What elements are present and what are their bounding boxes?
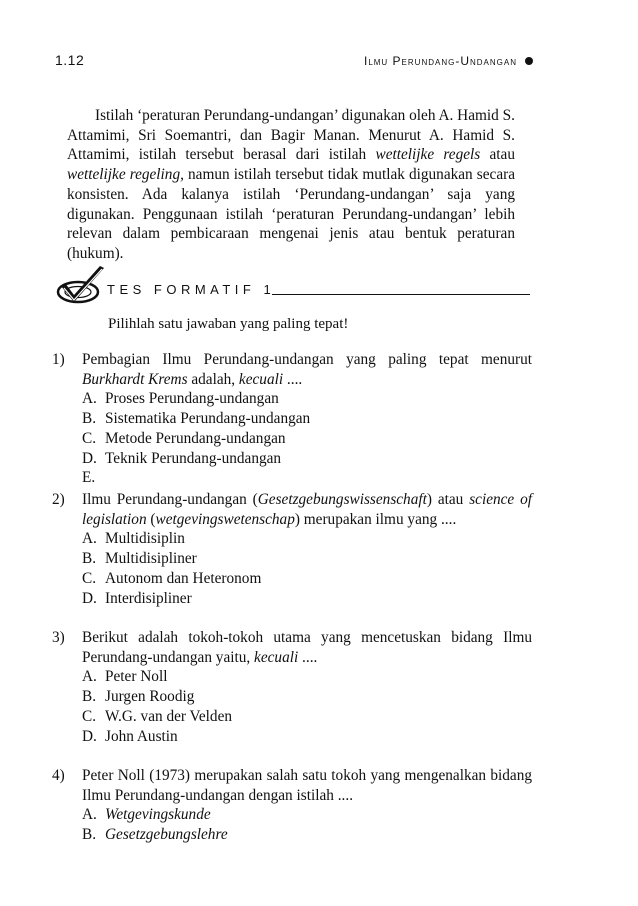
question-text (82, 350, 532, 389)
option-d[interactable] (82, 589, 532, 609)
question-text (82, 490, 532, 529)
question-text-part: Ilmu Perundang-undangan ( (82, 491, 258, 508)
question-term: kecuali (254, 648, 299, 666)
option-d[interactable] (82, 727, 532, 747)
question-number: 3) (52, 629, 65, 646)
question-text-part: adalah, (187, 370, 239, 388)
option-text: W.G. van der Velden (105, 707, 233, 725)
option-a[interactable] (82, 805, 532, 825)
question-text (82, 628, 532, 667)
test-title: TES FORMATIF 1 (107, 282, 276, 297)
question-1 (52, 350, 532, 488)
option-text: Autonom dan Heteronom (105, 569, 262, 587)
option-text: Multidisipliner (105, 550, 197, 568)
question-text-part: .... (283, 370, 303, 388)
option-letter: A. (82, 390, 97, 408)
option-b[interactable] (82, 549, 532, 569)
option-c[interactable] (82, 569, 532, 589)
option-letter: B. (82, 826, 97, 844)
option-d[interactable] (82, 449, 532, 469)
intro-text: namun istilah tersebut tidak mutlak digunakan secara konsisten. Ada kalanya istilah ‘Perundang-undangan’ saja yang digunakan. Penggunaan istilah ‘peraturan Perundang-undangan’ lebih relevan dalam pembicaraan mengenai jenis atau bentuk peraturan (hukum). (67, 166, 515, 262)
option-a[interactable] (82, 389, 532, 409)
question-4 (52, 766, 532, 845)
question-term: science of legislation (82, 491, 532, 528)
option-c[interactable] (82, 429, 532, 449)
option-text: Multidisiplin (105, 530, 185, 548)
option-text: Interdisipliner (105, 589, 192, 607)
question-term: kecuali (238, 370, 284, 388)
question-term: Gesetzgebungswissenschaft (257, 491, 427, 508)
question-text-part: .... (298, 648, 318, 666)
option-letter: B. (82, 550, 97, 568)
option-text: Peter Noll (105, 668, 168, 686)
intro-paragraph (67, 106, 515, 264)
intro-text: atau (480, 146, 515, 164)
option-letter: C. (82, 707, 97, 725)
running-title: Ilmu Perundang-Undangan (363, 54, 517, 68)
question-2 (52, 490, 532, 608)
option-letter: C. (82, 569, 97, 587)
question-text-part: ( (146, 510, 156, 528)
option-text: Wetgevingskunde (105, 806, 211, 824)
option-letter: E. (82, 469, 96, 487)
option-text: Gesetzgebungslehre (105, 826, 228, 844)
option-letter: D. (82, 727, 97, 745)
checkmark-icon (52, 262, 108, 308)
option-text: John Austin (105, 727, 178, 745)
option-text: Proses Perundang-undangan (105, 390, 279, 408)
option-letter: A. (82, 668, 97, 686)
question-text-part: Pembagian Ilmu Perundang-undangan yang paling tepat menurut (82, 351, 532, 368)
option-letter: A. (82, 530, 97, 548)
test-instruction: Pilihlah satu jawaban yang paling tepat! (108, 316, 349, 332)
option-letter: B. (82, 410, 97, 428)
option-text: Sistematika Perundang-undangan (105, 410, 311, 428)
option-letter: C. (82, 429, 97, 447)
option-text: Metode Perundang-undangan (105, 429, 286, 447)
question-term: Burkhardt Krems (82, 370, 188, 388)
question-term: wetgevingswetenschap (155, 510, 295, 528)
option-letter: A. (82, 806, 97, 824)
option-c[interactable] (82, 707, 532, 727)
option-b[interactable] (82, 825, 532, 845)
option-b[interactable] (82, 409, 532, 429)
intro-text: Istilah ‘peraturan Perundang-undangan’ digunakan oleh A. Hamid S. Attamimi, Sri Soemantri, dan Bagir Manan. Menurut A. Hamid S. Attamimi, istilah tersebut berasal dari istilah (67, 107, 515, 164)
question-number: 2) (52, 491, 65, 508)
option-a[interactable] (82, 667, 532, 687)
question-3 (52, 628, 532, 746)
option-letter: D. (82, 449, 97, 467)
intro-term: wettelijke regeling, (67, 166, 184, 184)
page-header (55, 52, 533, 72)
question-number: 4) (52, 767, 65, 784)
question-text-part: ) atau (426, 491, 470, 508)
page-number: 1.12 (55, 52, 85, 68)
question-text-part: ) merupakan ilmu yang .... (294, 510, 457, 528)
bullet-icon (525, 57, 533, 65)
test-heading (52, 262, 530, 310)
question-number: 1) (52, 351, 65, 368)
intro-term: wettelijke regels (375, 146, 481, 164)
option-text: Teknik Perundang-undangan (105, 449, 282, 467)
option-a[interactable] (82, 529, 532, 549)
question-text: Peter Noll (1973) merupakan salah satu tokoh yang mengenalkan bidang Ilmu Perundang-undangan dengan istilah .... (82, 767, 532, 804)
option-text: Jurgen Roodig (105, 688, 195, 706)
option-e[interactable] (82, 468, 532, 488)
option-letter: D. (82, 589, 97, 607)
heading-rule (272, 294, 530, 295)
option-b[interactable] (82, 687, 532, 707)
option-letter: B. (82, 688, 97, 706)
question-text-part: Berikut adalah tokoh-tokoh utama yang mencetuskan bidang Ilmu Perundang-undangan yaitu, (82, 629, 532, 666)
